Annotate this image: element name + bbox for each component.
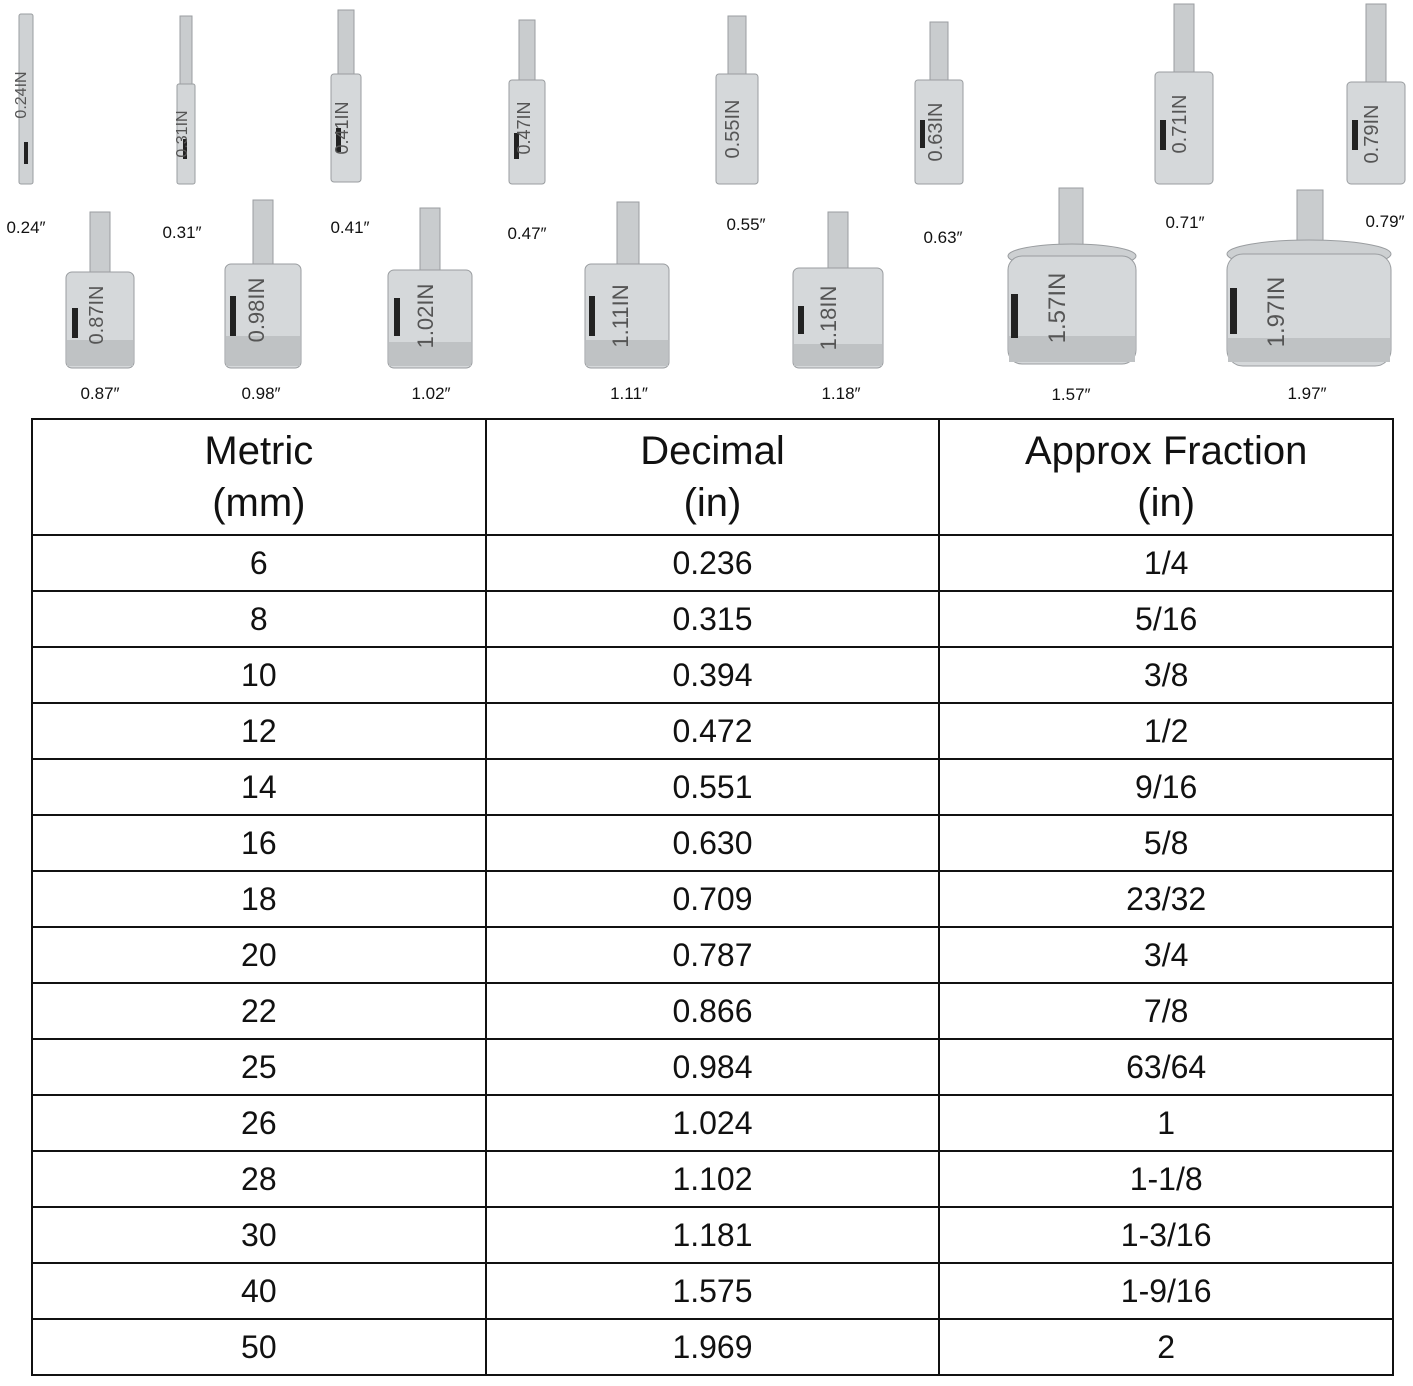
fraction-cell: 1-9/16 (939, 1263, 1393, 1319)
fraction-cell: 5/16 (939, 591, 1393, 647)
fraction-cell: 1/4 (939, 535, 1393, 591)
metric-cell: 6 (32, 535, 486, 591)
bit-caption: 0.63″ (923, 228, 963, 247)
drill-bit-0.24in (8, 10, 44, 186)
drill-bit-0.63in (912, 20, 966, 186)
metric-cell: 22 (32, 983, 486, 1039)
metric-cell: 10 (32, 647, 486, 703)
header-decimal (486, 419, 940, 535)
header-line: Decimal (640, 429, 785, 473)
drill-bit-1.02in (385, 206, 475, 370)
decimal-cell: 0.709 (486, 871, 940, 927)
fraction-cell: 63/64 (939, 1039, 1393, 1095)
bit-caption: 0.87″ (80, 384, 120, 403)
engraving: 1.02IN (413, 283, 438, 349)
drill-bit-0.71in (1152, 2, 1216, 186)
table-row (32, 591, 1393, 647)
bit-caption: 0.41″ (330, 218, 370, 237)
engraving: 0.24IN (13, 71, 30, 119)
engraving: 0.87IN (86, 285, 108, 345)
engraving: 0.63IN (925, 102, 947, 162)
table-row (32, 983, 1393, 1039)
fraction-cell: 2 (939, 1319, 1393, 1375)
engraving: 1.11IN (608, 284, 633, 348)
decimal-cell: 1.575 (486, 1263, 940, 1319)
drill-bit-1.57in (1003, 186, 1141, 370)
header-unit: (in) (683, 481, 742, 525)
table-row (32, 1207, 1393, 1263)
engraving: 1.57IN (1044, 272, 1071, 344)
bit-caption: 0.31″ (162, 223, 202, 242)
drill-bit-1.97in (1222, 188, 1396, 370)
metric-cell: 20 (32, 927, 486, 983)
bit-caption: 0.55″ (726, 215, 766, 234)
bit-caption: 1.02″ (411, 384, 451, 403)
metric-cell: 8 (32, 591, 486, 647)
drill-bit-1.18in (790, 210, 886, 370)
drill-bit-0.98in (222, 198, 304, 370)
metric-cell: 30 (32, 1207, 486, 1263)
bit-caption: 0.24″ (6, 218, 46, 237)
decimal-cell: 0.866 (486, 983, 940, 1039)
header-line: Approx Fraction (1024, 429, 1308, 473)
table-header-row (32, 419, 1393, 535)
fraction-cell: 1 (939, 1095, 1393, 1151)
metric-cell: 16 (32, 815, 486, 871)
fraction-cell: 1-1/8 (939, 1151, 1393, 1207)
decimal-cell: 1.024 (486, 1095, 940, 1151)
header-unit: (in) (1137, 481, 1196, 525)
fraction-cell: 5/8 (939, 815, 1393, 871)
metric-cell: 18 (32, 871, 486, 927)
drill-bit-0.87in (63, 210, 137, 370)
table-row (32, 1319, 1393, 1375)
table-row (32, 703, 1393, 759)
bit-caption: 0.98″ (241, 384, 281, 403)
engraving: 0.47IN (514, 101, 534, 155)
fraction-cell: 1/2 (939, 703, 1393, 759)
drill-bit-1.11in (582, 200, 672, 370)
table-row (32, 647, 1393, 703)
engraving: 0.41IN (332, 101, 352, 155)
decimal-cell: 0.315 (486, 591, 940, 647)
engraving: 1.97IN (1263, 276, 1290, 348)
table-row (32, 1263, 1393, 1319)
decimal-cell: 0.787 (486, 927, 940, 983)
bit-caption: 1.97″ (1287, 384, 1327, 403)
drill-bit-0.31in (168, 14, 204, 186)
engraving: 0.71IN (1169, 94, 1191, 154)
decimal-cell: 0.984 (486, 1039, 940, 1095)
table-row (32, 1039, 1393, 1095)
fraction-cell: 1-3/16 (939, 1207, 1393, 1263)
header-unit: (mm) (212, 481, 306, 525)
header-metric (32, 419, 486, 535)
table-row (32, 1151, 1393, 1207)
bit-caption: 0.47″ (507, 224, 547, 243)
bit-caption: 0.79″ (1365, 212, 1405, 231)
fraction-cell: 9/16 (939, 759, 1393, 815)
header-line: Metric (204, 429, 314, 473)
bit-caption: 0.71″ (1165, 213, 1205, 232)
table-row (32, 1095, 1393, 1151)
drill-bit-0.55in (713, 14, 761, 186)
engraving: 0.79IN (1361, 104, 1383, 164)
decimal-cell: 0.551 (486, 759, 940, 815)
decimal-cell: 1.102 (486, 1151, 940, 1207)
table-row (32, 535, 1393, 591)
table-row (32, 759, 1393, 815)
table-row (32, 815, 1393, 871)
drill-bit-0.47in (505, 18, 549, 186)
engraving: 0.98IN (244, 277, 269, 343)
table-row (32, 871, 1393, 927)
metric-cell: 50 (32, 1319, 486, 1375)
engraving: 0.31IN (174, 110, 191, 158)
fraction-cell: 7/8 (939, 983, 1393, 1039)
table-row (32, 927, 1393, 983)
drill-bit-0.41in (326, 8, 366, 184)
header-fraction (939, 419, 1393, 535)
engraving: 1.18IN (816, 285, 841, 351)
fraction-cell: 3/8 (939, 647, 1393, 703)
fraction-cell: 3/4 (939, 927, 1393, 983)
bit-caption: 1.18″ (821, 384, 861, 403)
decimal-cell: 0.472 (486, 703, 940, 759)
bit-caption: 1.57″ (1051, 385, 1091, 404)
drill-bit-0.79in (1344, 2, 1408, 186)
decimal-cell: 0.630 (486, 815, 940, 871)
bit-caption: 1.11″ (610, 384, 648, 403)
decimal-cell: 0.394 (486, 647, 940, 703)
metric-cell: 40 (32, 1263, 486, 1319)
metric-cell: 12 (32, 703, 486, 759)
metric-cell: 25 (32, 1039, 486, 1095)
metric-cell: 26 (32, 1095, 486, 1151)
metric-cell: 28 (32, 1151, 486, 1207)
decimal-cell: 0.236 (486, 535, 940, 591)
drill-bit-gallery (0, 0, 1413, 412)
decimal-cell: 1.969 (486, 1319, 940, 1375)
size-conversion-table (31, 418, 1394, 1376)
fraction-cell: 23/32 (939, 871, 1393, 927)
decimal-cell: 1.181 (486, 1207, 940, 1263)
metric-cell: 14 (32, 759, 486, 815)
engraving: 0.55IN (722, 99, 744, 159)
